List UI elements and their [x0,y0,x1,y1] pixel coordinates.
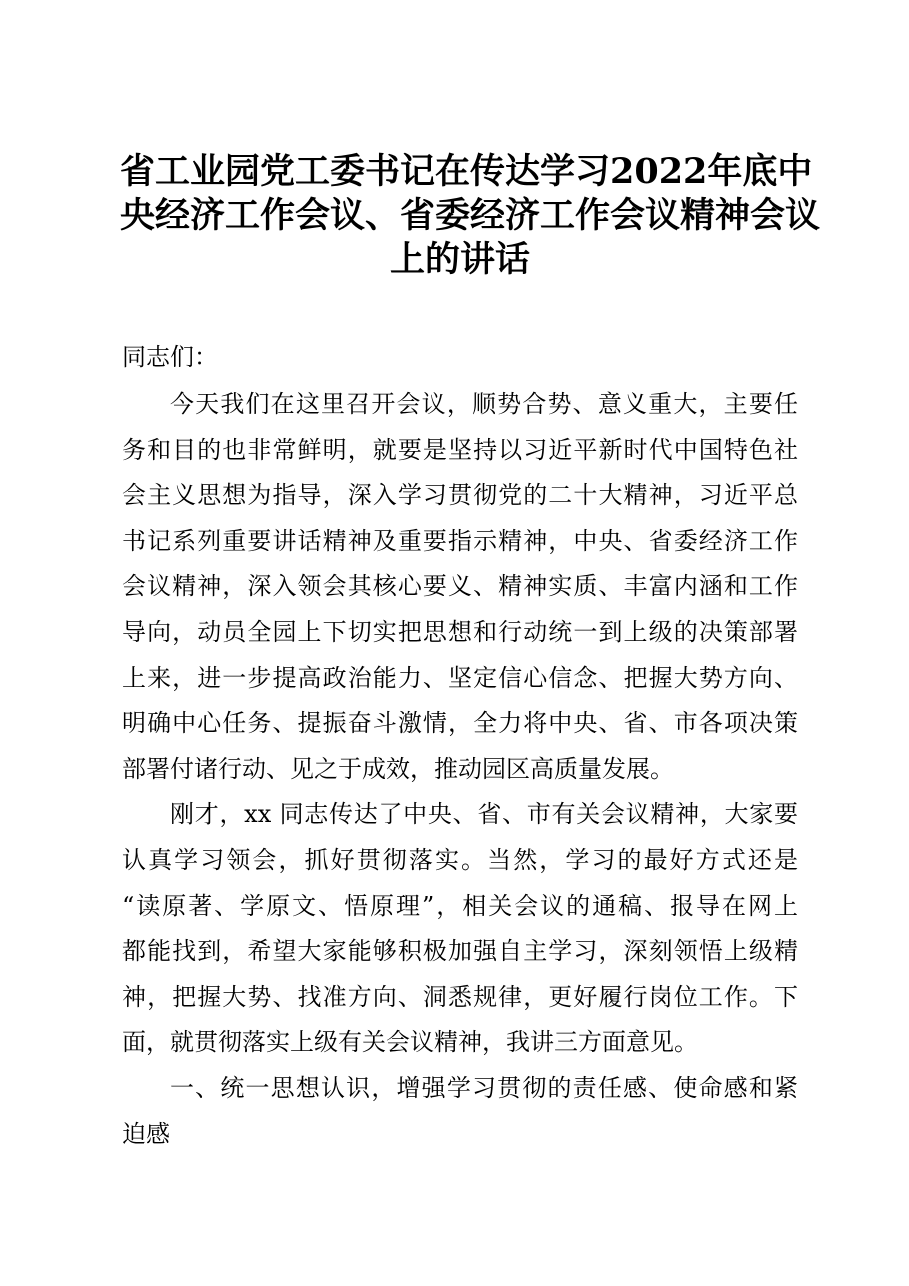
title-line: 省工业园党工委书记在传达学习2022年底中 [120,151,813,192]
paragraph-1 [122,382,798,792]
paragraph-line: 刚才，xx 同志传达了中央、省、市有关会议精神，大家要 [170,800,798,829]
paragraph-line: “读原著、学原文、悟原理”，相关会议的通稿、报导在网上 [122,891,798,920]
paragraph-line: 会议精神，深入领会其核心要义、精神实质、丰富内涵和工作 [122,572,798,601]
document-title [120,150,821,282]
salutation: 同志们： [122,343,218,371]
paragraph-line: 一、统一思想认识，增强学习贯彻的责任感、使命感和紧 [170,1073,798,1102]
paragraph-line: 会主义思想为指导，深入学习贯彻党的二十大精神，习近平总 [122,481,798,510]
paragraph-line: 面，就贯彻落实上级有关会议精神，我讲三方面意见。 [122,1028,698,1057]
paragraph-line: 书记系列重要讲话精神及重要指示精神，中央、省委经济工作 [122,526,798,555]
title-line: 央经济工作会议、省委经济工作会议精神会议 [120,195,821,236]
paragraph-line: 认真学习领会，抓好贯彻落实。当然，学习的最好方式还是 [122,845,798,874]
paragraph-line: 部署付诸行动、见之于成效，推动园区高质量发展。 [122,754,674,783]
paragraph-line: 今天我们在这里召开会议，顺势合势、意义重大，主要任 [170,390,798,418]
paragraph-line: 务和目的也非常鲜明，就要是坚持以习近平新时代中国特色社 [122,435,798,464]
paragraph-line: 明确中心任务、提振奋斗激情，全力将中央、省、市各项决策 [122,709,798,738]
paragraph-line: 导向，动员全园上下切实把思想和行动统一到上级的决策部署 [122,617,798,646]
paragraph-line: 都能找到，希望大家能够积极加强自主学习，深刻领悟上级精 [122,937,798,966]
paragraph-line: 神，把握大势、找准方向、洞悉规律，更好履行岗位工作。下 [122,982,798,1011]
title-line: 上的讲话 [389,239,530,280]
paragraph-line: 上来，进一步提高政治能力、坚定信心信念、把握大势方向、 [122,663,798,692]
document-body [122,382,798,1157]
paragraph-line: 迫感 [122,1119,170,1148]
section-heading-1 [122,1066,798,1157]
paragraph-2 [122,792,798,1066]
